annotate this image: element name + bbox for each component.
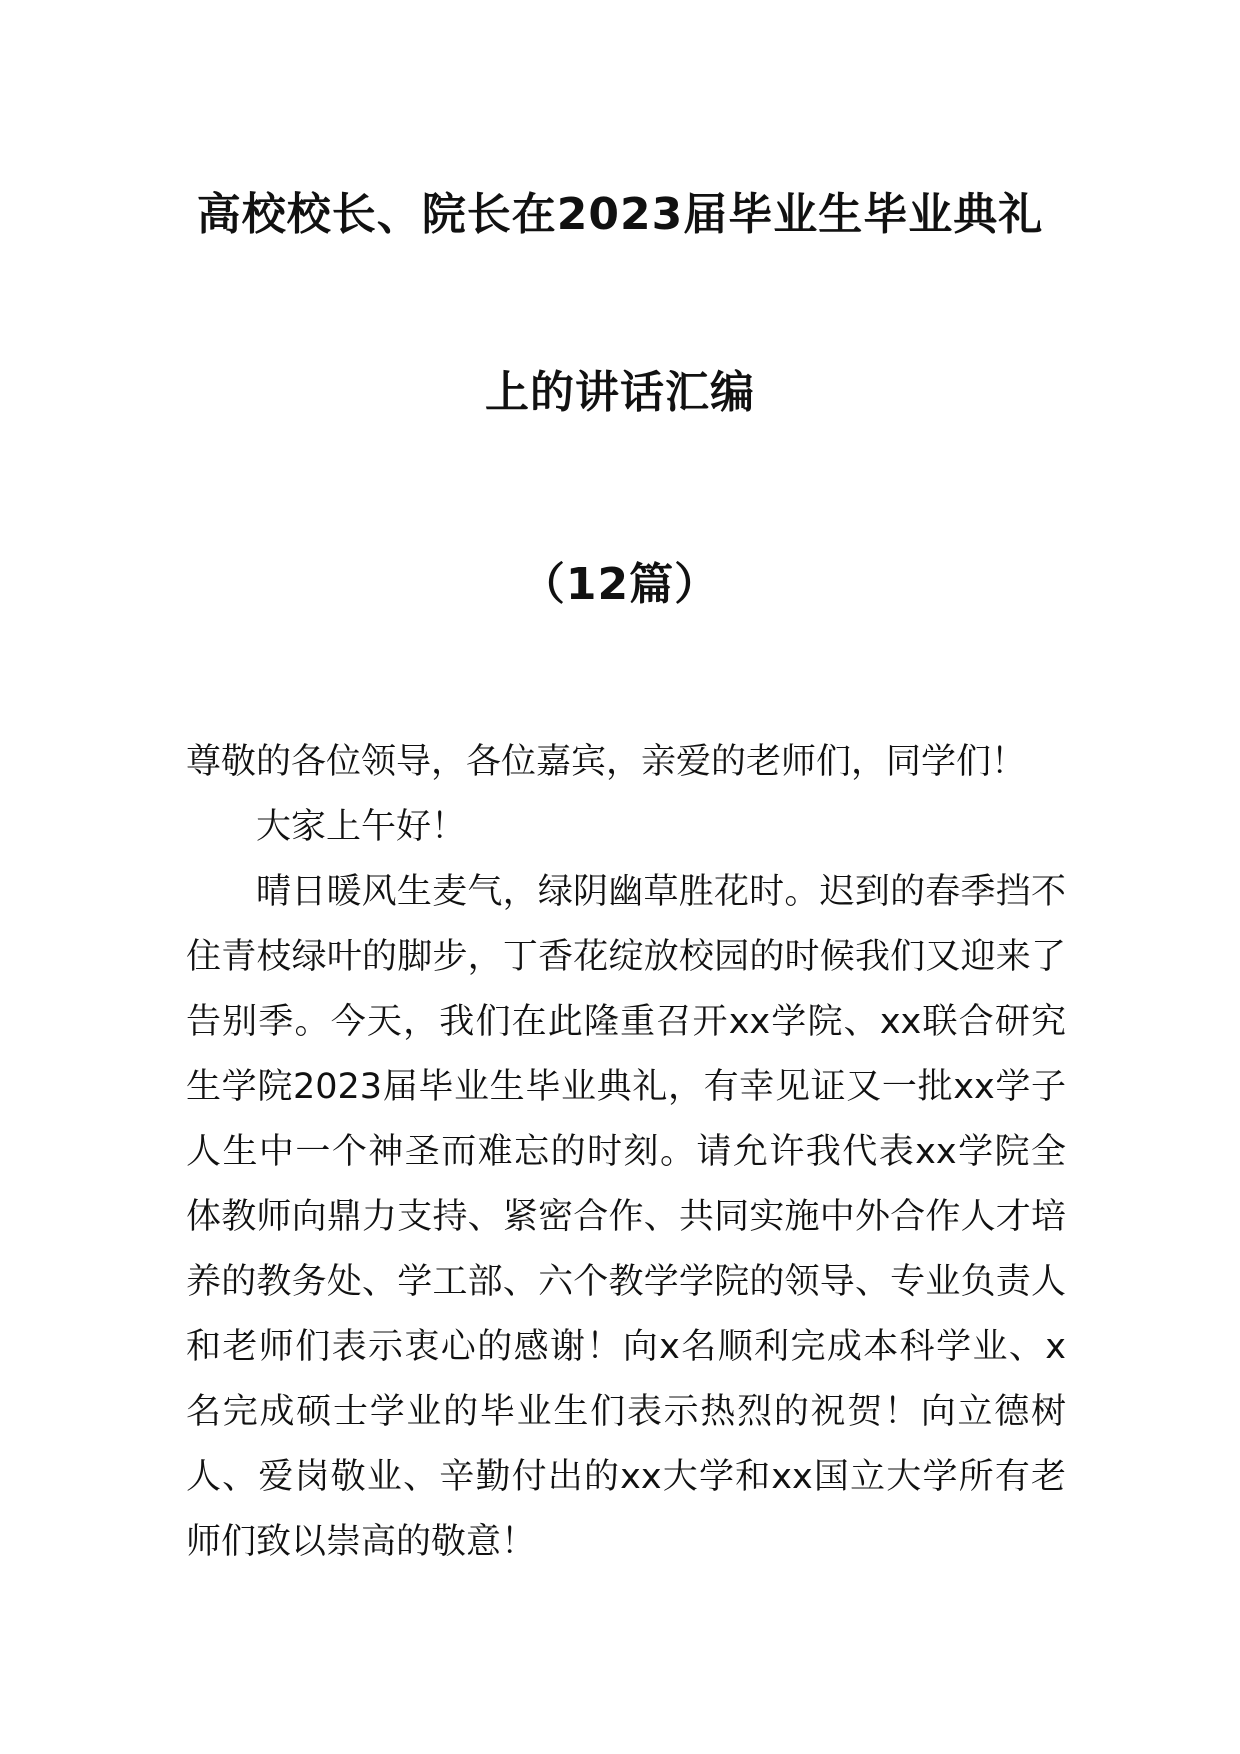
greeting: 大家上午好！ [256,807,467,847]
body-paragraph: 晴日暖风生麦气，绿阴幽草胜花时。迟到的春季挡不住青枝绿叶的脚步，丁香花绽放校园的时候我们又迎来了告别季。今天，我们在此隆重召开xx学院、xx联合研究生学院2023届毕业生毕业典礼，有幸见证又一批xx学子人生中一个神圣而难忘的时刻。请允许我代表xx学院全体教师向鼎力支持、紧密合作、共同实施中外合作人才培养的教务处、学工部、六个教学学院的领导、专业负责人和老师们表示衷心的感谢！向x名顺利完成本科学业、x名完成硕士学业的毕业生们表示热烈的祝贺！向立德树人、爱岗敬业、辛勤付出的xx大学和xx国立大学所有老师们致以崇高的敬意！ [186,872,1066,1562]
document-title-count: （12篇） [520,559,720,610]
document-body [186,730,1066,1575]
document-title-line-1: 高校校长、院长在2023届毕业生毕业典礼 [196,189,1044,240]
document-title-line-2: 上的讲话汇编 [485,367,755,418]
salutation: 尊敬的各位领导，各位嘉宾，亲爱的老师们，同学们！ [186,742,1027,782]
